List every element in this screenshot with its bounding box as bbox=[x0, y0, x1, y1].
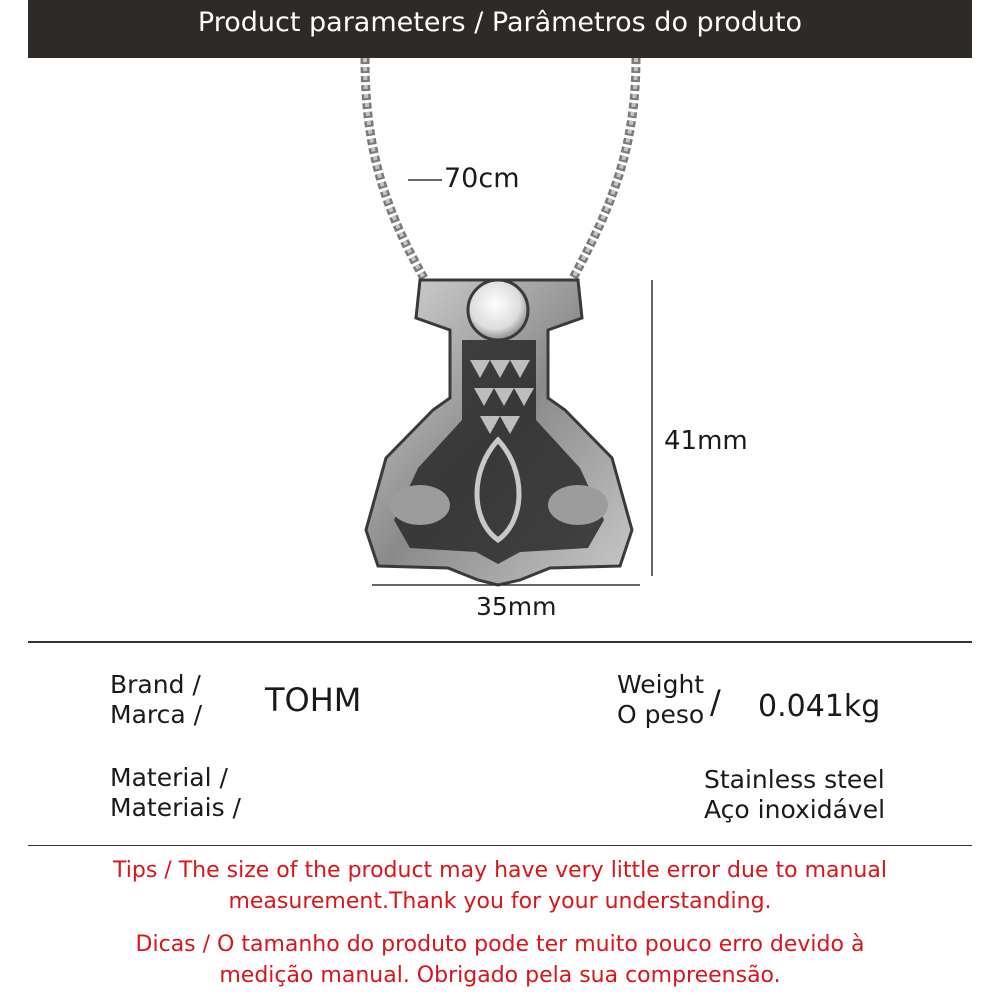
tips-en-line1: Tips / The size of the product may have very little error due to manual bbox=[113, 858, 887, 883]
weight-value: 0.041kg bbox=[758, 689, 881, 724]
divider-top bbox=[28, 641, 972, 643]
tips-pt-line1: Dicas / O tamanho do produto pode ter muito pouco erro devido à bbox=[135, 932, 865, 957]
weight-separator: / bbox=[710, 683, 721, 721]
weight-label-en: Weight bbox=[617, 670, 705, 699]
divider-bottom bbox=[28, 845, 972, 846]
material-label-en: Material / bbox=[110, 763, 228, 792]
page-header bbox=[28, 0, 972, 58]
weight-label-pt: O peso bbox=[617, 700, 705, 729]
page-title: Product parameters / Parâmetros do produto bbox=[197, 7, 803, 38]
brand-value: TOHM bbox=[265, 681, 362, 719]
height-label: 41mm bbox=[664, 426, 748, 456]
tips-en-line2: measurement.Thank you for your understanding. bbox=[228, 889, 772, 914]
width-label: 35mm bbox=[476, 592, 557, 621]
material-value-en: Stainless steel bbox=[704, 765, 885, 794]
hammer-pendant bbox=[366, 280, 632, 585]
brand-label-en: Brand / bbox=[110, 670, 201, 699]
brand-label-pt: Marca / bbox=[110, 700, 203, 729]
material-label-pt: Materiais / bbox=[110, 793, 241, 822]
material-value-pt: Aço inoxidável bbox=[704, 795, 886, 824]
chain-length-label: 70cm bbox=[444, 163, 520, 194]
pendant-image bbox=[0, 58, 1000, 638]
tips-pt-line2: medição manual. Obrigado pela sua compreensão. bbox=[219, 963, 781, 988]
